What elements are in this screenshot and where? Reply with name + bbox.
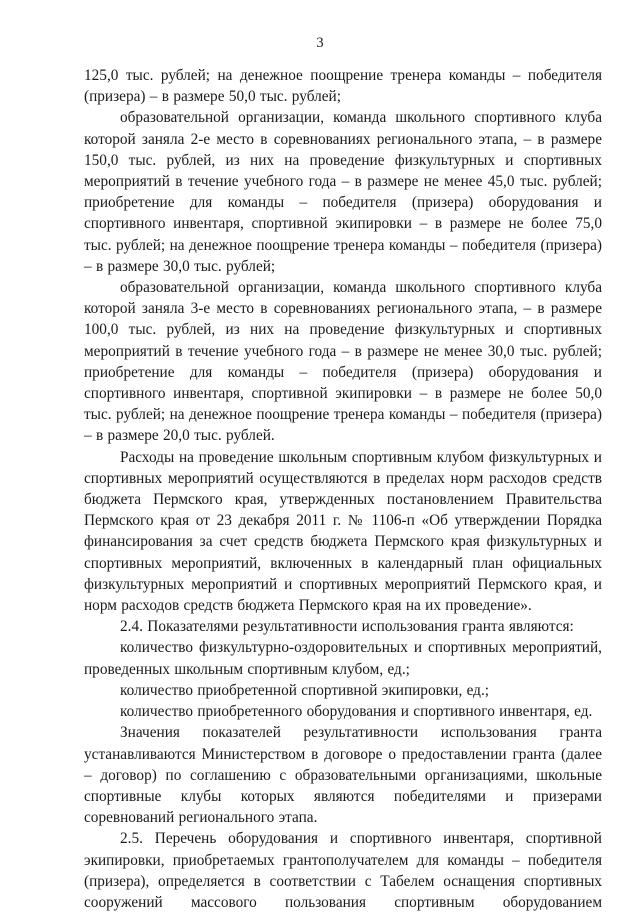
list-item-equipment-count: количество приобретенной спортивной экипировки, ед.; (120, 681, 490, 699)
list-item-inventory-count: количество приобретенного оборудования и спортивного инвентаря, ед. (120, 703, 593, 721)
list-item-events-count: количество физкультурно-оздоровительных и спортивных мероприятий, проведенных школьным спортивным клубом, ед.; (84, 639, 602, 678)
paragraph-indicator-values: Значения показателей результативности использования гранта устанавливаются Министерством в договоре о предоставлении гранта (далее – договор) по соглашению с образовательными организациями, школьные спортивные клубы которых являются победителями и призерами соревнований регионального этапа. (84, 724, 602, 827)
paragraph-first-place-continuation: 125,0 тыс. рублей; на денежное поощрение тренера команды – победителя (призера) – в размере 50,0 тыс. рублей; (84, 67, 602, 106)
paragraph-section-2-5: 2.5. Перечень оборудования и спортивного инвентаря, спортивной экипировки, приобретаемых грантополучателем для команды – победителя (призера), определяется в соответствии с Табелем оснащения спортивных сооружений массового пользования спортивным оборудованием (84, 830, 602, 911)
paragraph-third-place: образовательной организации, команда школьного спортивного клуба которой заняла 3-е место в соревнованиях регионального этапа, – в размере 100,0 тыс. рублей, из них на проведение физкультурных и спортивных мероприятий в течение учебного года – в размере не менее 30,0 тыс. рублей; приобретение для команды – победителя (призера) оборудования и спортивного инвентаря, спортивной экипировки – в размере не более 50,0 тыс. рублей; на денежное поощрение тренера команды – победителя (призера) – в размере 20,0 тыс. рублей. (84, 279, 602, 445)
document-body (84, 65, 602, 913)
paragraph-second-place: образовательной организации, команда школьного спортивного клуба которой заняла 2-е место в соревнованиях регионального этапа, – в размере 150,0 тыс. рублей, из них на проведение физкультурных и спортивных мероприятий в течение учебного года – в размере не менее 45,0 тыс. рублей; приобретение для команды – победителя (призера) оборудования и спортивного инвентаря, спортивной экипировки – в размере не более 75,0 тыс. рублей; на денежное поощрение тренера команды – победителя (призера) – в размере 30,0 тыс. рублей; (84, 109, 602, 275)
paragraph-section-2-4: 2.4. Показателями результативности использования гранта являются: (120, 618, 574, 636)
page-number: 3 (316, 35, 324, 51)
paragraph-expenses: Расходы на проведение школьным спортивным клубом физкультурных и спортивных мероприятий осуществляются в пределах норм расходов средств бюджета Пермского края, утвержденных постановлением Правительства Пермского края от 23 декабря 2011 г. № 1106-п «Об утверждении Порядка финансирования за счет средств бюджета Пермского края физкультурных и спортивных мероприятий, включенных в календарный план официальных физкультурных мероприятий и спортивных мероприятий Пермского края, и норм расходов средств бюджета Пермского края на их проведение». (84, 448, 602, 615)
